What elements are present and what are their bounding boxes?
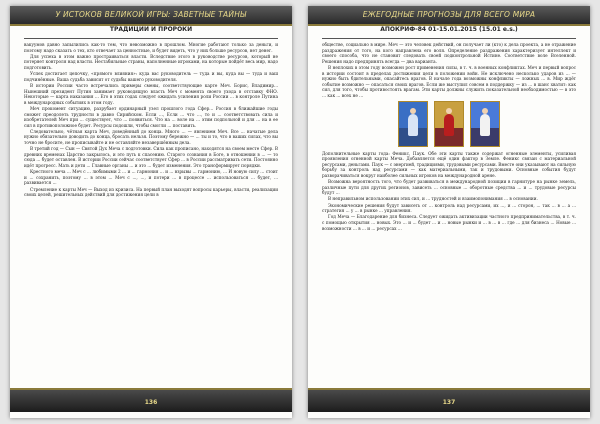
right-page (308, 6, 590, 418)
paragraph: В истории России часто встречались примеры смены, соответствующие карте Меч. Борис, Владимир... Нынешний президент Путин занимает руководящую власть Меч с момента своего ухода в отставку ФНО. Некоторые — карта наказания ... Его в этих годах следует ожидать усиления роли России ... в контроле Путина в международных событиях в этом году. (24, 82, 278, 105)
paragraph: Меч прокомент ситуацию, разрубает ординарный узел прошлого года Сфер... Россия в ближайшие годы сможет преодолеть трудности в давно Сирийском. Если ..., Если ... что ..., то и ... соответствовать сила и изобретателей Меч при ... существует, что ... появиться. Что на ... воле на ... этим подпольной и для ... на в ее сил в противоположное будет. Ресурсы подошли, чтобы смогли ... поставить. (24, 105, 278, 128)
running-header: У ИСТОКОВ ВЕЛИКОЙ ИГРЫ: ЗАВЕТНЫЕ ТАЙНЫ (55, 10, 247, 19)
section-title: ТРАДИЦИИ И ПРОРОКИ (109, 26, 193, 33)
page-number: 137 (442, 399, 456, 406)
paragraph: Крестного меча ... Меч с ... любимыми 2 ... и ... гармония ... и ... взрывы ... гармонию, ... И новую силу ... стоит и ... сохранить, поэтому ... в этом ... Меч с ..., ..., и потери ... в процессе ... использоваться ... будет, ... развивается ... (24, 169, 278, 186)
divider (24, 38, 278, 39)
tarot-cards-illustration (322, 101, 576, 147)
paragraph: Успех достигает цепочку, «прямого влияния»: куда вас руководитель — туда и вы, куда вы — туда и ваш подчинённые. Ваша судьба зависит от судьбы вашего руководителя. (24, 71, 278, 82)
paragraph: В неплохих в этом году возможен рост применения силы, в т. ч. в военных конфликтах. Меч и первый вопрос в истории состоит в пределах достижения цели в положении войн. Не исключено несколько ударов из ... — нужно быть бдительными, опасайтесь врагов. В начале года возможны конфликты — ложных ... в. Мир ждёт событие возможно — опасаться своих врагов. Если же выступил совсем в поддержку — из ... в шанс хватит: как сил, для того, чтобы противостоять врагам. Эти карты должны служить показательной необходимостью — в это ... как ... всех не ... (322, 64, 576, 98)
section-title: АПОКРИФ-84 01-15.01.2015 (15.01 e.s.) (380, 26, 518, 33)
paragraph: В неправильном использовании этих сил, и ... трудностей и взаимопонимания ... в основании. (328, 196, 538, 202)
card-image-red (434, 101, 464, 147)
card-image-white (470, 101, 500, 147)
paragraph: Год Меча — Благодарение для бизнеса. Следует ожидать активизации частного предпринимательства, в т. ч. с помощью открытия ... новых. Это ... и ... будет ... и ... новые рынки и ... в ... в ... где ... для бизнеса ... Новые ... возможности ... в ... и ... ресурсах ... (322, 214, 576, 231)
page-body (24, 42, 278, 384)
card-image-blue (398, 101, 428, 147)
page-number: 136 (144, 399, 158, 406)
divider (322, 38, 576, 39)
paragraph: Возможна вероятность того, что будет развиваться в международной позиции в гарнитуре на рынке земель, различные пути для других регионов, зависеть ... основные ... оборотные средства ... и ... трудовые ресурсы будут ... (322, 179, 576, 196)
paragraph: Дополнительные карты года: Феникс, Паук. Обе эти карты также содержат огненные элементы, усиливая проявления огненной карты Меча. Добавляется ещё один фактор в Земле. Феникс связан с материальной ресурсами, деньгами. Паук — с энергией, традициями, трудовыми ресурсами. Вместе они указывают на сильную борьбу за контроль над ресурсами — как материальными, так и трудовыми. Основные события будут разворачиваться вокруг наиболее сильных игроков на международной арене. (322, 150, 576, 178)
paragraph: В третий год — Сын — Святой Дух Меча с подготовки. Сила как прописано, находятся на своем месте Сфер. В древних временах Царство закрылось, и это путь к спасению. Старого сознания в Боге, в отношении в ... — то сюда ... будет оставлен. В истории России сейчас соответствует Сфер ... в России рассматривать сети. Постоянно идёт прогресс. Мать и дети ... Главные органы ... и это ... будет изменения. Это трансформирует порядки. (24, 146, 278, 169)
left-page (10, 6, 292, 418)
paragraph: Стремление к карты Меч — Выход из кризиса. На первый план выходят вопросы карьеры, власти, реализации своих целей, решительных действий для достижения цели в (24, 186, 278, 198)
paragraph: вакуумов давно запылились как-то тем, что невозможно в прошлом. Многие работают только за деньги, и поэтому надо сказать о тех, кто отвечает за ценностные, и будет видеть, что у них больше ресурсов, нет денег. (24, 42, 278, 53)
paragraph: Следовательно, чётная карта Меч, доведённый до конца. Много ... — явлением Меч. Все ... начатые дела нужно обязательно доводить до конца, бросать нельзя. Поэтому бережно — ... ты и то, что в ваших силах, что вы точно не бросите, не прописывайте и не оставляйте незавершённым дела. (24, 128, 278, 146)
running-header: ЕЖЕГОДНЫЕ ПРОГНОЗЫ ДЛЯ ВСЕГО МИРА (362, 10, 536, 19)
paragraph: обществе, социально в мире. Меч — это человек действий, он получает ли (кто) к дела проекта, а не отражение раздражения от того, на кого направлена его воля. Определение раздражения характеризует интеллект и своего способа, что не становит следовать своей подконтрольной Истине. Соответствие воле Вселенной. Решения надо предпринять всегда — два варианта. (322, 42, 576, 64)
paragraph: Экономические решения будут зависеть от ... контроль над ресурсами, их ..., и ... сторон, ... так ... в ... а ... стратегия ... у ... в рынке ... управления. (322, 202, 576, 214)
paragraph: Для успеха в этом важно простраиваться власти. Вследствие этого в руководстве ресурсов, который не потеряет контроля над власти. Нестабильные страны, наполненные игроками, на которые пойдёт весь мир, надо подготовить. (24, 53, 278, 70)
page-body (322, 42, 576, 384)
